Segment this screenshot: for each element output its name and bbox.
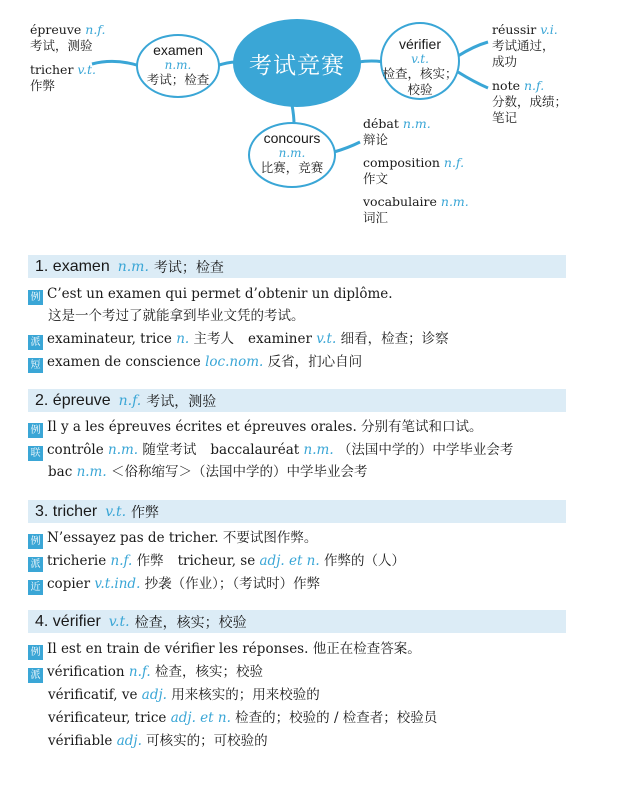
deriv-zh: 检查的；校验的 / 检查者；校验员 — [235, 710, 438, 726]
example-zh: 这是一个考过了就能拿到毕业文凭的考试。 — [48, 308, 305, 324]
deriv-zh: 检查，核实；校验 — [154, 664, 263, 680]
deriv-zh: 可核实的；可校验的 — [146, 733, 268, 749]
entry-zh: 考试；检查 — [153, 259, 224, 276]
example-fr: C’est un examen qui permet d’obtenir un diplôme. — [47, 286, 393, 302]
mm-pos: v.t. — [77, 62, 96, 77]
mm-left-word-2 — [30, 62, 96, 94]
phrase-line — [28, 351, 362, 373]
example-zh: 他正在检查答案。 — [312, 641, 421, 657]
mm-word: réussir — [492, 22, 537, 37]
entry-pos: v.t. — [108, 613, 130, 630]
derivation-tag-icon: 派 — [28, 557, 43, 572]
deriv-pos: adj. et n. — [170, 710, 231, 726]
mm-pos: n.m. — [440, 194, 469, 209]
mm-right-word-1 — [492, 22, 558, 70]
mm-word: vocabulaire — [363, 194, 437, 209]
deriv-pos: n.f. — [110, 553, 133, 569]
assoc-pos: n.m. — [76, 464, 107, 480]
mm-zh: 成功 — [492, 54, 518, 69]
association-line — [28, 439, 513, 461]
example-line — [28, 638, 421, 660]
deriv-zh: 细看，检查；诊察 — [340, 331, 449, 347]
deriv-fr: vérificatif, ve — [48, 687, 138, 703]
deriv-fr: examinateur, trice — [47, 331, 172, 347]
phrase-fr: examen de conscience — [47, 354, 201, 370]
mm-bottom-word-2 — [363, 155, 464, 187]
mm-bottom-word-3 — [363, 194, 469, 226]
bubble-word: concours — [263, 130, 321, 146]
deriv-pos: adj. et n. — [259, 553, 320, 569]
deriv-pos: v.t. — [316, 331, 337, 347]
mm-word: débat — [363, 116, 399, 131]
derivation-line — [28, 328, 449, 350]
derivation-tag-icon: 派 — [28, 335, 43, 350]
assoc-pos: n.m. — [108, 442, 139, 458]
bubble-pos: n.m. — [164, 58, 192, 72]
derivation-line — [28, 707, 437, 729]
entry-header-epreuve — [28, 389, 566, 412]
example-line — [28, 283, 393, 305]
synonym-tag-icon: 近 — [28, 580, 43, 595]
entry-title: 2. épreuve — [35, 391, 111, 409]
example-tag-icon: 例 — [28, 290, 43, 305]
mm-word: épreuve — [30, 22, 82, 37]
deriv-zh: 作弊 — [136, 553, 164, 569]
assoc-zh: 随堂考试 — [142, 442, 197, 458]
derivation-line — [28, 550, 405, 572]
deriv-fr: vérificateur, trice — [48, 710, 167, 726]
mm-zh: 考试通过， — [492, 38, 555, 53]
mm-zh: 词汇 — [363, 210, 389, 225]
bubble-examen — [136, 34, 220, 98]
example-tag-icon: 例 — [28, 645, 43, 660]
mm-word: note — [492, 78, 520, 93]
deriv-pos: n. — [176, 331, 190, 347]
example-zh: 分别有笔试和口试。 — [361, 419, 483, 435]
example-line — [28, 527, 317, 549]
assoc-fr: contrôle — [47, 442, 104, 458]
mm-zh: 作弊 — [30, 78, 56, 93]
mm-right-word-2 — [492, 78, 567, 126]
derivation-tag-icon: 派 — [28, 668, 43, 683]
assoc-pos: n.m. — [303, 442, 334, 458]
example-tag-icon: 例 — [28, 534, 43, 549]
entry-zh: 作弊 — [131, 504, 160, 521]
entry-header-examen — [28, 255, 566, 278]
mm-zh: 分数，成绩； — [492, 94, 568, 109]
synonym-line — [28, 573, 320, 595]
example-fr: Il est en train de vérifier les réponses. — [47, 641, 309, 657]
entry-zh: 检查，核实；校验 — [134, 614, 247, 631]
example-line — [28, 416, 483, 438]
mm-pos: v.i. — [540, 22, 558, 37]
mm-zh: 笔记 — [492, 110, 518, 125]
deriv-pos: adj. — [116, 733, 142, 749]
entry-zh: 考试，测验 — [146, 393, 217, 410]
mm-pos: n.f. — [443, 155, 465, 170]
example-tag-icon: 例 — [28, 423, 43, 438]
mm-zh: 考试，测验 — [30, 38, 93, 53]
bubble-zh: 考试；检查 — [146, 72, 210, 87]
example-fr: Il y a les épreuves écrites et épreuves orales. — [47, 419, 357, 435]
entry-pos: v.t. — [105, 503, 127, 520]
deriv-zh: 用来核实的；用来校验的 — [171, 687, 320, 703]
deriv-zh: 作弊的（人） — [323, 553, 405, 569]
entry-pos: n.m. — [117, 258, 149, 275]
assoc-zh: （法国中学的）中学毕业会考 — [337, 442, 514, 458]
association-tag-icon: 联 — [28, 446, 43, 461]
bubble-zh: 比赛，竞赛 — [260, 160, 324, 175]
entry-title: 3. tricher — [35, 502, 98, 520]
deriv-pos: n.f. — [128, 664, 151, 680]
bubble-word: examen — [153, 42, 203, 58]
bubble-zh: 校验 — [407, 82, 433, 97]
bubble-pos: v.t. — [411, 52, 429, 66]
bubble-word: vérifier — [398, 36, 441, 52]
example-fr: N’essayez pas de tricher. — [47, 530, 219, 546]
derivation-line — [28, 661, 263, 683]
syn-pos: v.t.ind. — [94, 576, 141, 592]
phrase-pos: loc.nom. — [205, 354, 264, 370]
deriv-fr: examiner — [248, 331, 312, 347]
mm-pos: n.m. — [402, 116, 431, 131]
deriv-pos: adj. — [141, 687, 167, 703]
assoc-zh: ＜俗称缩写＞（法国中学的）中学毕业会考 — [110, 464, 368, 480]
entry-pos: n.f. — [118, 392, 142, 409]
deriv-zh: 主考人 — [193, 331, 235, 347]
phrase-zh: 反省，扪心自问 — [267, 354, 363, 370]
entry-header-tricher — [28, 500, 566, 523]
mm-pos: n.f. — [85, 22, 106, 37]
example-zh: 不要试图作弊。 — [222, 530, 318, 546]
mm-zh: 作文 — [363, 171, 389, 186]
entry-header-verifier — [28, 610, 566, 633]
derivation-line — [28, 730, 268, 752]
bubble-pos: n.m. — [278, 146, 306, 160]
bubble-verifier — [380, 22, 460, 100]
phrase-tag-icon: 短 — [28, 358, 43, 373]
mm-word: composition — [363, 155, 440, 170]
association-line — [28, 461, 367, 483]
entry-title: 1. examen — [35, 257, 110, 275]
entry-title: 4. vérifier — [35, 612, 101, 630]
bubble-zh: 检查，核实； — [382, 66, 458, 81]
deriv-fr: tricheur, se — [177, 553, 256, 569]
syn-fr: copier — [47, 576, 91, 592]
mm-pos: n.f. — [523, 78, 545, 93]
assoc-fr: baccalauréat — [210, 442, 300, 458]
deriv-fr: vérifiable — [48, 733, 113, 749]
mindmap-center — [233, 19, 361, 107]
deriv-fr: vérification — [47, 664, 125, 680]
example-zh-line — [28, 305, 305, 327]
assoc-fr: bac — [48, 464, 73, 480]
mm-zh: 辩论 — [363, 132, 389, 147]
bubble-concours — [248, 122, 336, 188]
derivation-line — [28, 684, 320, 706]
mm-left-word-1 — [30, 22, 105, 54]
center-title: 考试竞赛 — [249, 52, 345, 79]
deriv-fr: tricherie — [47, 553, 107, 569]
mm-word: tricher — [30, 62, 74, 77]
syn-zh: 抄袭（作业）；（考试时）作弊 — [144, 576, 321, 592]
mm-bottom-word-1 — [363, 116, 431, 148]
